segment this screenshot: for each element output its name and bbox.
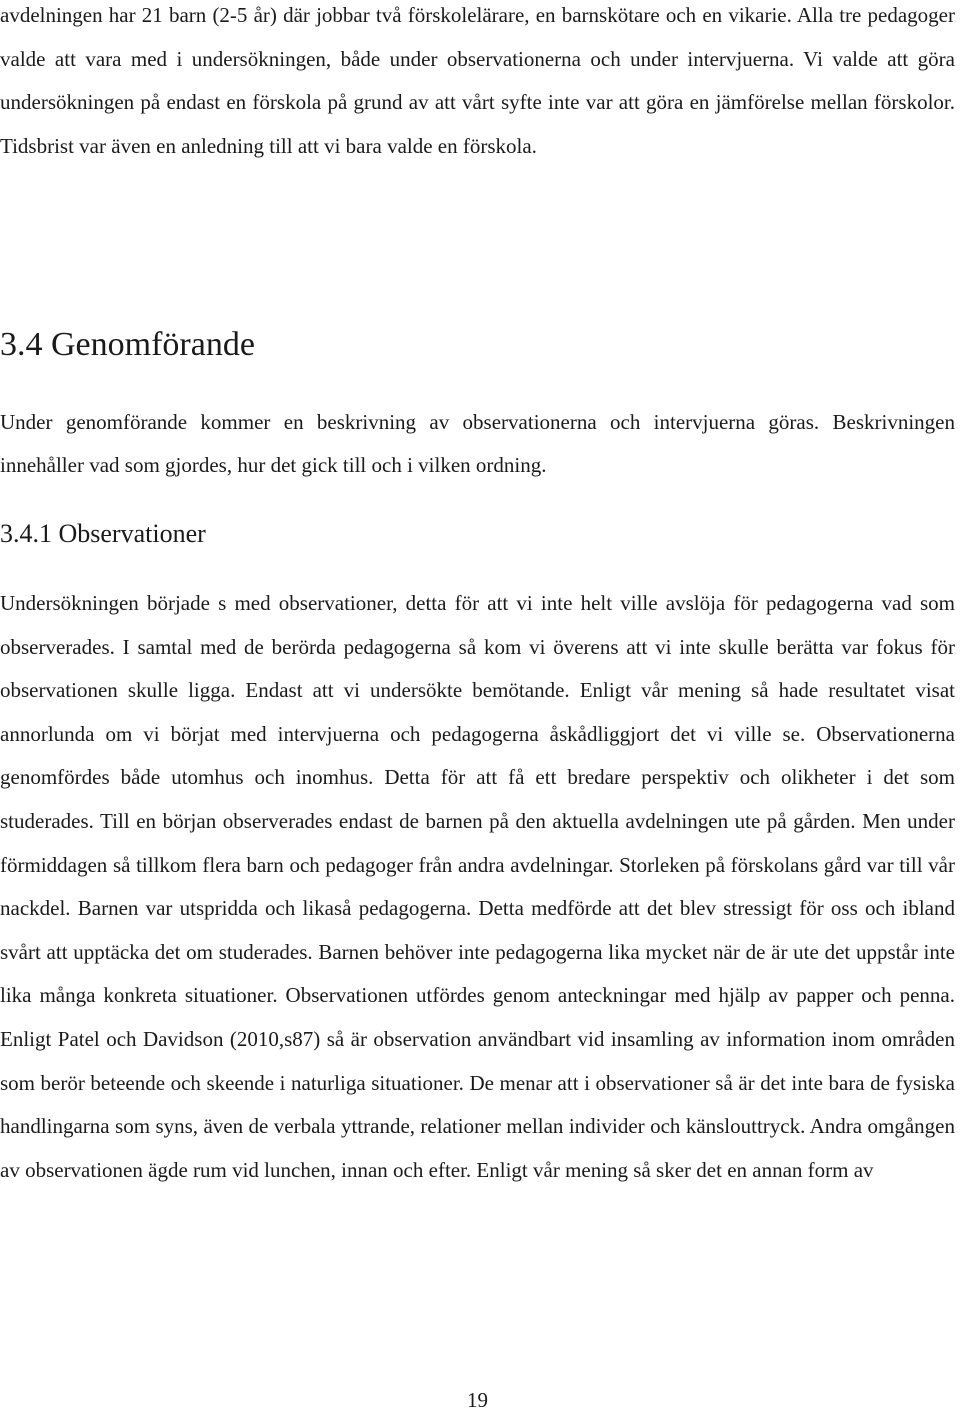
page-number: 19: [467, 1388, 488, 1412]
observationer-paragraph: Undersökningen började s med observationer, detta för att vi inte helt ville avslöja för pedagogerna vad som observerades. I samtal med de berörda pedagogerna så kom vi överens att vi inte skulle berätta var fokus för observationen skulle ligga. Endast att vi undersökte bemötande. Enligt vår mening så hade resultatet visat annorlunda om vi börjat med intervjuerna och pedagogerna åskådliggjort det vi ville se. Observationerna genomfördes både utomhus och inomhus. Detta för att få ett bredare perspektiv och olikheter i det som studerades. Till en början observerades endast de barnen på den aktuella avdelningen ute på gården. Men under förmiddagen så tillkom flera barn och pedagoger från andra avdelningar. Storleken på förskolans gård var till vår nackdel. Barnen var utspridda och likaså pedagogerna. Detta medförde att det blev stressigt för oss och ibland svårt att upptäcka det om studerades. Barnen behöver inte pedagogerna lika mycket när de är ute det uppstår inte lika många konkreta situationer. Observationen utfördes genom anteckningar med hjälp av papper och penna. Enligt Patel och Davidson (2010,s87) så är observation användbart vid insamling av information inom områden som berör beteende och skeende i naturliga situationer. De menar att i observationer så är det inte bara de fysiska handlingarna som syns, även de verbala yttrande, relationer mellan individer och känslouttryck. Andra omgången av observationen ägde rum vid lunchen, innan och efter. Enligt vår mening så sker det en annan form av: [0, 591, 955, 1182]
genomforande-paragraph: Under genomförande kommer en beskrivning av observationerna och intervjuerna göras. Beskrivningen innehåller vad som gjordes, hur det gick till och i vilken ordning.: [0, 410, 955, 477]
intro-continuation-paragraph: avdelningen har 21 barn (2-5 år) där jobbar två förskolelärare, en barnskötare och en vikarie. Alla tre pedagoger valde att vara med i undersökningen, både under observationerna och under intervjuerna. Vi valde att göra undersökningen på endast en förskola på grund av att vårt syfte inte var att göra en jämförelse mellan förskolor. Tidsbrist var även en anledning till att vi bara valde en förskola.: [0, 3, 955, 158]
subsection-heading-observationer: 3.4.1 Observationer: [0, 519, 206, 548]
section-heading-genomforande: 3.4 Genomförande: [0, 326, 255, 363]
